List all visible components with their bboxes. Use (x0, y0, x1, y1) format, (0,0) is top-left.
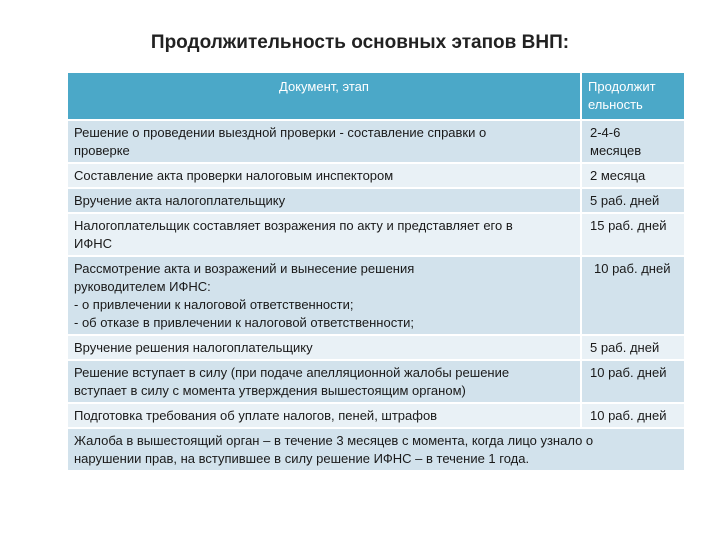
table-row (67, 403, 685, 428)
stage-cell: Вручение решения налогоплательщику (67, 335, 581, 360)
page-title: Продолжительность основных этапов ВНП: (150, 32, 570, 53)
duration-cell: 2-4-6 месяцев (581, 120, 685, 163)
stage-cell: Вручение акта налогоплательщику (67, 188, 581, 213)
stage-cell: Рассмотрение акта и возражений и вынесение решения руководителем ИФНС: - о привлечении к налоговой ответственности; - об отказе в привлечении к налоговой ответственности; (67, 256, 581, 335)
duration-cell: 10 раб. дней (581, 360, 685, 403)
table-row (67, 188, 685, 213)
table-row (67, 213, 685, 256)
appeal-note-cell: Жалоба в вышестоящий орган – в течение 3 месяцев с момента, когда лицо узнало о нарушении прав, на вступившее в силу решение ИФНС – в течение 1 года. (67, 428, 685, 471)
duration-cell: 10 раб. дней (581, 403, 685, 428)
table-row (67, 256, 685, 335)
stage-cell: Подготовка требования об уплате налогов, пеней, штрафов (67, 403, 581, 428)
duration-cell: 5 раб. дней (581, 335, 685, 360)
duration-cell: 15 раб. дней (581, 213, 685, 256)
duration-cell: 2 месяца (581, 163, 685, 188)
header-stage: Документ, этап (67, 72, 581, 120)
stage-cell: Налогоплательщик составляет возражения по акту и представляет его в ИФНС (67, 213, 581, 256)
stages-table (66, 71, 686, 472)
table-row (67, 163, 685, 188)
header-duration: Продолжит ельность (581, 72, 685, 120)
stage-cell: Составление акта проверки налоговым инспектором (67, 163, 581, 188)
table-row (67, 335, 685, 360)
stage-cell: Решение о проведении выездной проверки - составление справки о проверке (67, 120, 581, 163)
table-row (67, 120, 685, 163)
stage-cell: Решение вступает в силу (при подаче апелляционной жалобы решение вступает в силу с момента утверждения вышестоящим органом) (67, 360, 581, 403)
duration-cell: 10 раб. дней (581, 256, 685, 335)
table-header-row (67, 72, 685, 120)
table-row (67, 360, 685, 403)
table-footer-row (67, 428, 685, 471)
duration-cell: 5 раб. дней (581, 188, 685, 213)
